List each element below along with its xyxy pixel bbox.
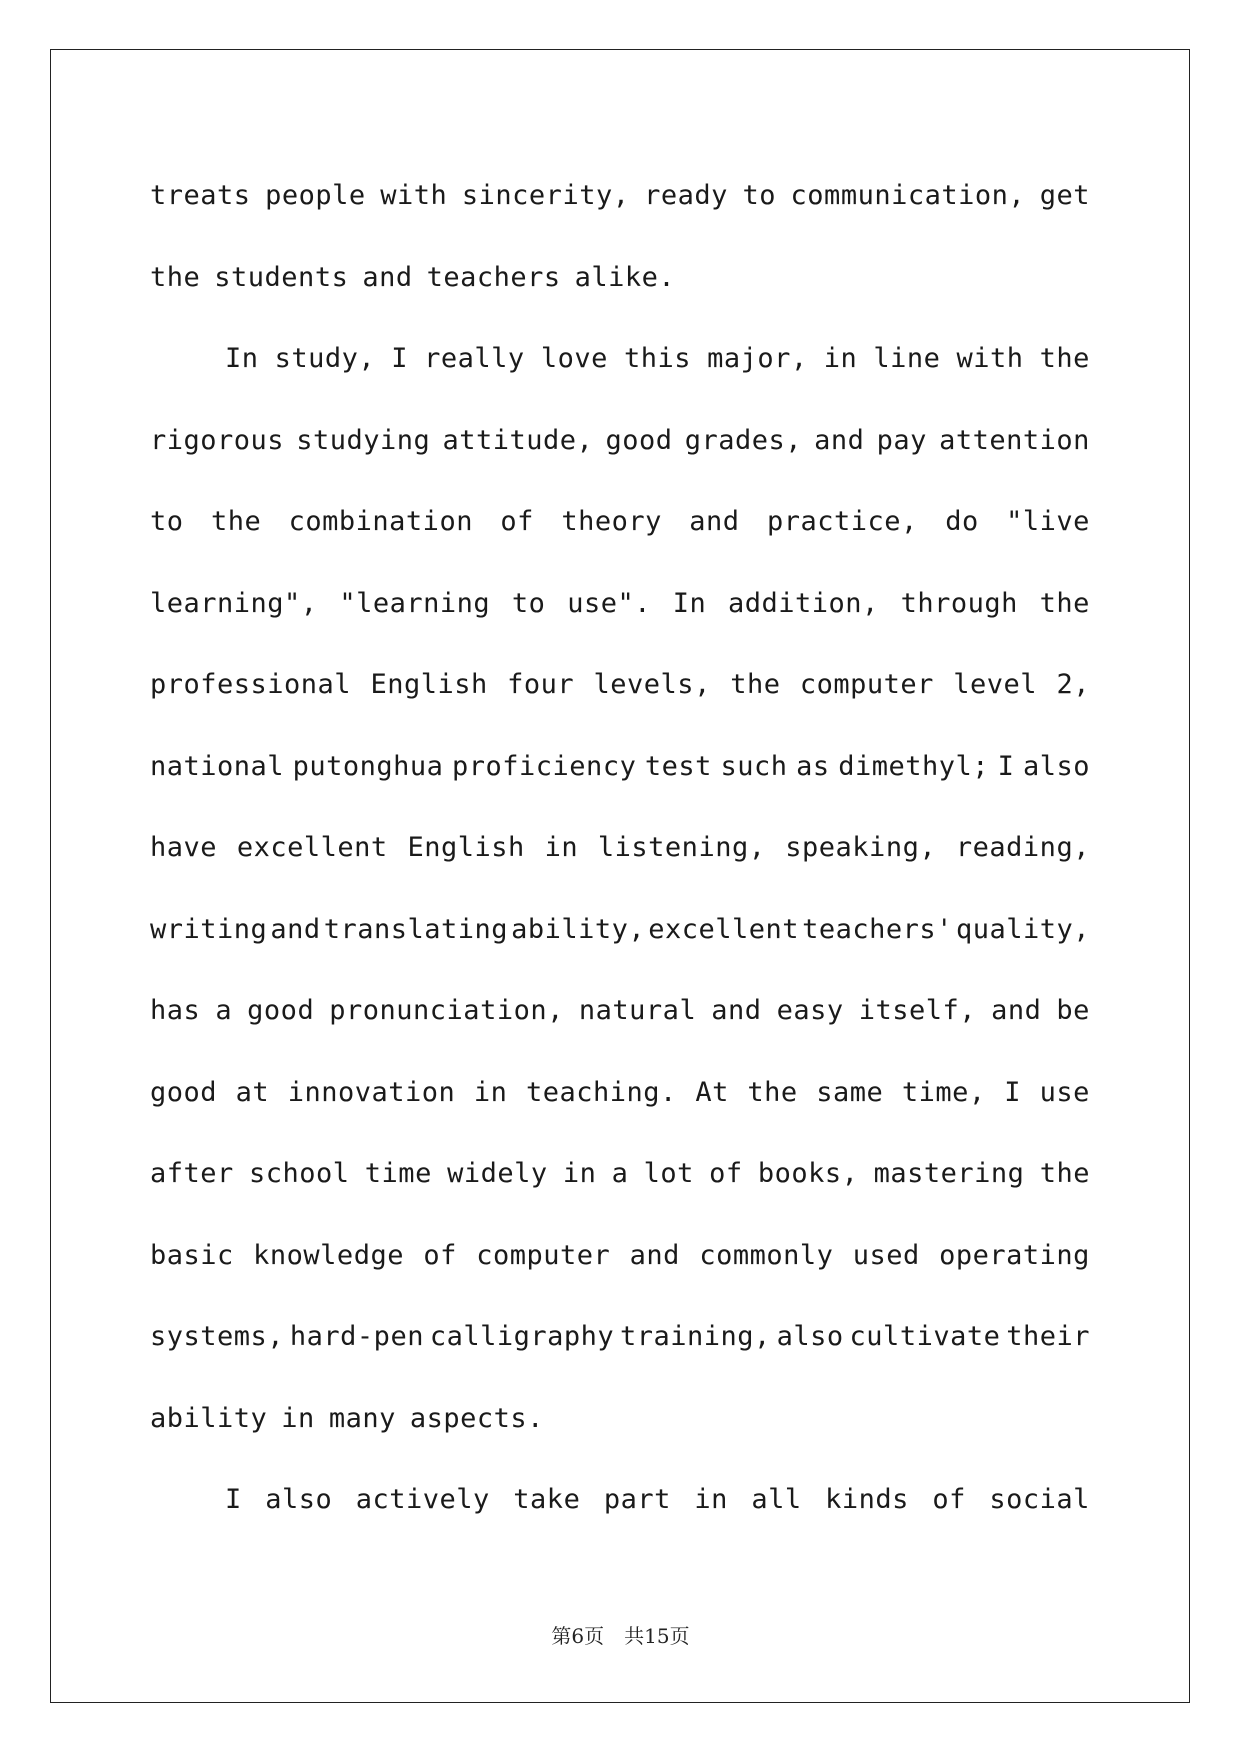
text-line: writing and translating ability, excellent teachers' quality, (150, 913, 1090, 945)
text-line: treats people with sincerity, ready to communication, get (150, 180, 1090, 211)
text-line: I also actively take part in all kinds of social (225, 1484, 1090, 1515)
text-line: basic knowledge of computer and commonly used operating (150, 1239, 1090, 1271)
text-line: the students and teachers alike. (150, 261, 676, 293)
text-line: In study, I really love this major, in line with the (225, 343, 1090, 374)
text-line: systems, hard-pen calligraphy training, also cultivate their (150, 1321, 1090, 1352)
text-line: professional English four levels, the computer level 2, (150, 669, 1090, 700)
text-line: rigorous studying attitude, good grades, and pay attention (150, 424, 1090, 456)
body-text (150, 160, 1090, 1546)
text-line: after school time widely in a lot of books, mastering the (150, 1158, 1090, 1189)
text-line: have excellent English in listening, speaking, reading, (150, 832, 1090, 863)
text-line: to the combination of theory and practice, do "live (150, 506, 1090, 537)
text-line: ability in many aspects. (150, 1402, 544, 1434)
text-line: has a good pronunciation, natural and easy itself, and be (150, 995, 1090, 1026)
text-line: good at innovation in teaching. At the same time, I use (150, 1076, 1090, 1108)
page-number-footer: 第6页 共15页 (551, 1624, 690, 1648)
text-line: national putonghua proficiency test such as dimethyl; I also (150, 750, 1090, 782)
text-line: learning", "learning to use". In addition, through the (150, 587, 1090, 619)
